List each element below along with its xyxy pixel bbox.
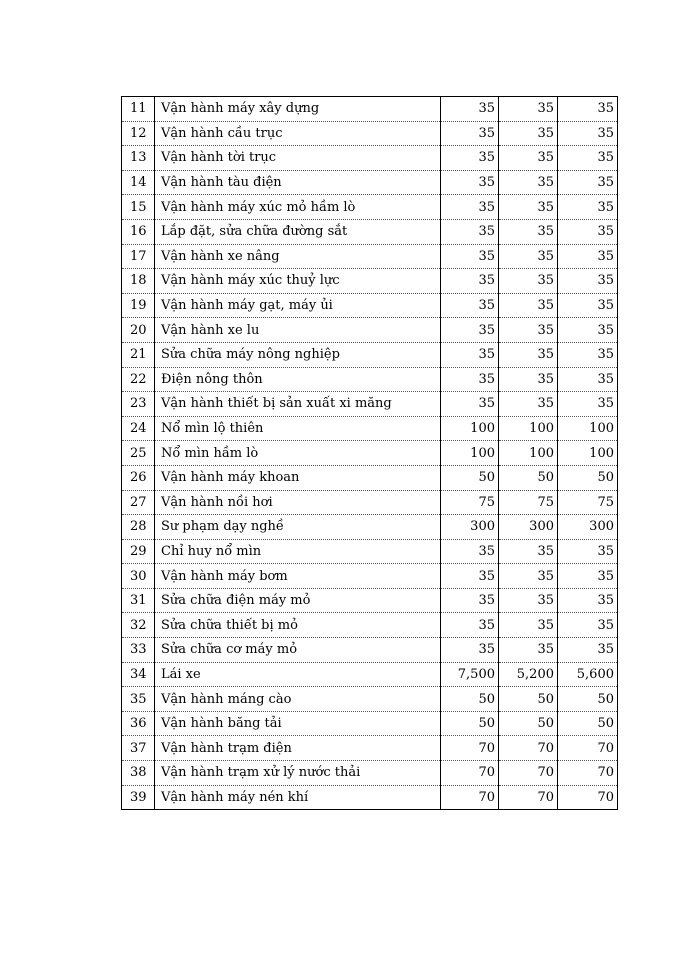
table-row [122, 318, 618, 343]
value-col-1: 35 [441, 219, 499, 244]
value-col-3: 100 [558, 416, 618, 441]
occupation-name: Nổ mìn hầm lò [155, 441, 441, 466]
row-number: 16 [122, 219, 155, 244]
value-col-2: 50 [499, 465, 558, 490]
value-col-2: 5,200 [499, 662, 558, 687]
table-row [122, 687, 618, 712]
table-row [122, 613, 618, 638]
value-col-2: 35 [499, 293, 558, 318]
value-col-1: 50 [441, 687, 499, 712]
value-col-2: 35 [499, 588, 558, 613]
table-row [122, 785, 618, 810]
occupation-name: Vận hành xe lu [155, 318, 441, 343]
occupation-name: Vận hành nồi hơi [155, 490, 441, 515]
value-col-3: 35 [558, 392, 618, 417]
row-number: 34 [122, 662, 155, 687]
row-number: 33 [122, 638, 155, 663]
table-row [122, 515, 618, 540]
value-col-1: 35 [441, 269, 499, 294]
table-row [122, 564, 618, 589]
value-col-3: 100 [558, 441, 618, 466]
table-row [122, 711, 618, 736]
value-col-1: 7,500 [441, 662, 499, 687]
value-col-1: 35 [441, 539, 499, 564]
value-col-2: 35 [499, 97, 558, 122]
value-col-2: 50 [499, 711, 558, 736]
table-row [122, 121, 618, 146]
value-col-2: 35 [499, 244, 558, 269]
value-col-1: 100 [441, 441, 499, 466]
value-col-3: 35 [558, 146, 618, 171]
table-body [122, 97, 618, 810]
value-col-1: 50 [441, 711, 499, 736]
value-col-3: 35 [558, 293, 618, 318]
value-col-1: 35 [441, 638, 499, 663]
table-row [122, 342, 618, 367]
row-number: 26 [122, 465, 155, 490]
table-row [122, 195, 618, 220]
row-number: 29 [122, 539, 155, 564]
value-col-3: 35 [558, 269, 618, 294]
table-row [122, 588, 618, 613]
value-col-2: 35 [499, 170, 558, 195]
row-number: 27 [122, 490, 155, 515]
value-col-1: 35 [441, 392, 499, 417]
table-row [122, 539, 618, 564]
occupation-name: Vận hành máng cào [155, 687, 441, 712]
table-row [122, 269, 618, 294]
value-col-1: 35 [441, 613, 499, 638]
value-col-3: 35 [558, 539, 618, 564]
occupation-name: Sửa chữa thiết bị mỏ [155, 613, 441, 638]
value-col-1: 35 [441, 564, 499, 589]
table-row [122, 465, 618, 490]
row-number: 12 [122, 121, 155, 146]
row-number: 28 [122, 515, 155, 540]
value-col-1: 35 [441, 97, 499, 122]
occupation-name: Vận hành trạm xử lý nước thải [155, 761, 441, 786]
occupation-name: Nổ mìn lộ thiên [155, 416, 441, 441]
value-col-1: 35 [441, 170, 499, 195]
value-col-2: 100 [499, 441, 558, 466]
value-col-1: 35 [441, 244, 499, 269]
value-col-1: 70 [441, 785, 499, 810]
occupation-name: Vận hành máy gạt, máy ủi [155, 293, 441, 318]
row-number: 15 [122, 195, 155, 220]
value-col-3: 35 [558, 219, 618, 244]
row-number: 21 [122, 342, 155, 367]
value-col-2: 100 [499, 416, 558, 441]
value-col-2: 35 [499, 638, 558, 663]
row-number: 24 [122, 416, 155, 441]
value-col-2: 35 [499, 121, 558, 146]
table-row [122, 170, 618, 195]
table-row [122, 662, 618, 687]
value-col-3: 50 [558, 687, 618, 712]
value-col-3: 70 [558, 736, 618, 761]
value-col-3: 35 [558, 97, 618, 122]
value-col-2: 35 [499, 219, 558, 244]
row-number: 19 [122, 293, 155, 318]
row-number: 30 [122, 564, 155, 589]
occupation-name: Vận hành tời trục [155, 146, 441, 171]
table-row [122, 761, 618, 786]
value-col-2: 35 [499, 367, 558, 392]
value-col-1: 70 [441, 736, 499, 761]
value-col-3: 70 [558, 761, 618, 786]
value-col-3: 75 [558, 490, 618, 515]
value-col-1: 50 [441, 465, 499, 490]
value-col-1: 35 [441, 588, 499, 613]
value-col-2: 35 [499, 146, 558, 171]
row-number: 32 [122, 613, 155, 638]
value-col-1: 35 [441, 146, 499, 171]
value-col-1: 35 [441, 195, 499, 220]
occupation-name: Vận hành máy xúc thuỷ lực [155, 269, 441, 294]
table-row [122, 392, 618, 417]
occupation-name: Vận hành cầu trục [155, 121, 441, 146]
value-col-3: 70 [558, 785, 618, 810]
value-col-2: 300 [499, 515, 558, 540]
value-col-3: 35 [558, 318, 618, 343]
value-col-2: 35 [499, 269, 558, 294]
occupation-name: Vận hành tàu điện [155, 170, 441, 195]
row-number: 31 [122, 588, 155, 613]
value-col-2: 75 [499, 490, 558, 515]
occupation-name: Lái xe [155, 662, 441, 687]
row-number: 13 [122, 146, 155, 171]
table-row [122, 219, 618, 244]
table-row [122, 416, 618, 441]
value-col-3: 35 [558, 638, 618, 663]
value-col-1: 100 [441, 416, 499, 441]
value-col-3: 35 [558, 121, 618, 146]
value-col-2: 35 [499, 195, 558, 220]
row-number: 18 [122, 269, 155, 294]
table-row [122, 293, 618, 318]
value-col-1: 35 [441, 367, 499, 392]
row-number: 25 [122, 441, 155, 466]
table-row [122, 367, 618, 392]
occupation-name: Vận hành máy khoan [155, 465, 441, 490]
value-col-2: 35 [499, 564, 558, 589]
row-number: 37 [122, 736, 155, 761]
occupation-name: Vận hành máy xây dựng [155, 97, 441, 122]
table-row [122, 736, 618, 761]
row-number: 35 [122, 687, 155, 712]
occupation-name: Chỉ huy nổ mìn [155, 539, 441, 564]
occupation-name: Sư phạm dạy nghề [155, 515, 441, 540]
value-col-2: 35 [499, 318, 558, 343]
occupation-name: Vận hành máy xúc mỏ hầm lò [155, 195, 441, 220]
occupation-name: Sửa chữa điện máy mỏ [155, 588, 441, 613]
occupation-name: Sửa chữa máy nông nghiệp [155, 342, 441, 367]
row-number: 11 [122, 97, 155, 122]
occupation-name: Vận hành máy bơm [155, 564, 441, 589]
value-col-3: 35 [558, 588, 618, 613]
occupation-name: Lắp đặt, sửa chữa đường sắt [155, 219, 441, 244]
value-col-2: 70 [499, 785, 558, 810]
table-row [122, 441, 618, 466]
occupation-name: Vận hành xe nâng [155, 244, 441, 269]
value-col-3: 35 [558, 564, 618, 589]
value-col-3: 35 [558, 170, 618, 195]
value-col-2: 35 [499, 392, 558, 417]
value-col-1: 35 [441, 293, 499, 318]
value-col-3: 35 [558, 195, 618, 220]
table-row [122, 490, 618, 515]
occupation-name: Sửa chữa cơ máy mỏ [155, 638, 441, 663]
table-row [122, 97, 618, 122]
value-col-2: 35 [499, 539, 558, 564]
table-row [122, 638, 618, 663]
value-col-3: 35 [558, 367, 618, 392]
row-number: 20 [122, 318, 155, 343]
value-col-1: 35 [441, 121, 499, 146]
value-col-1: 75 [441, 490, 499, 515]
value-col-1: 35 [441, 318, 499, 343]
value-col-3: 50 [558, 465, 618, 490]
row-number: 22 [122, 367, 155, 392]
value-col-3: 300 [558, 515, 618, 540]
row-number: 17 [122, 244, 155, 269]
row-number: 14 [122, 170, 155, 195]
value-col-3: 35 [558, 613, 618, 638]
value-col-2: 50 [499, 687, 558, 712]
table-row [122, 244, 618, 269]
row-number: 38 [122, 761, 155, 786]
training-quota-table [121, 96, 618, 810]
occupation-name: Vận hành thiết bị sản xuất xi măng [155, 392, 441, 417]
value-col-2: 35 [499, 342, 558, 367]
table-row [122, 146, 618, 171]
value-col-2: 70 [499, 736, 558, 761]
value-col-3: 35 [558, 342, 618, 367]
value-col-3: 5,600 [558, 662, 618, 687]
occupation-name: Vận hành băng tải [155, 711, 441, 736]
occupation-name: Điện nông thôn [155, 367, 441, 392]
value-col-1: 300 [441, 515, 499, 540]
value-col-3: 35 [558, 244, 618, 269]
value-col-2: 70 [499, 761, 558, 786]
value-col-2: 35 [499, 613, 558, 638]
row-number: 36 [122, 711, 155, 736]
value-col-1: 35 [441, 342, 499, 367]
row-number: 23 [122, 392, 155, 417]
value-col-1: 70 [441, 761, 499, 786]
value-col-3: 50 [558, 711, 618, 736]
row-number: 39 [122, 785, 155, 810]
occupation-name: Vận hành máy nén khí [155, 785, 441, 810]
occupation-name: Vận hành trạm điện [155, 736, 441, 761]
